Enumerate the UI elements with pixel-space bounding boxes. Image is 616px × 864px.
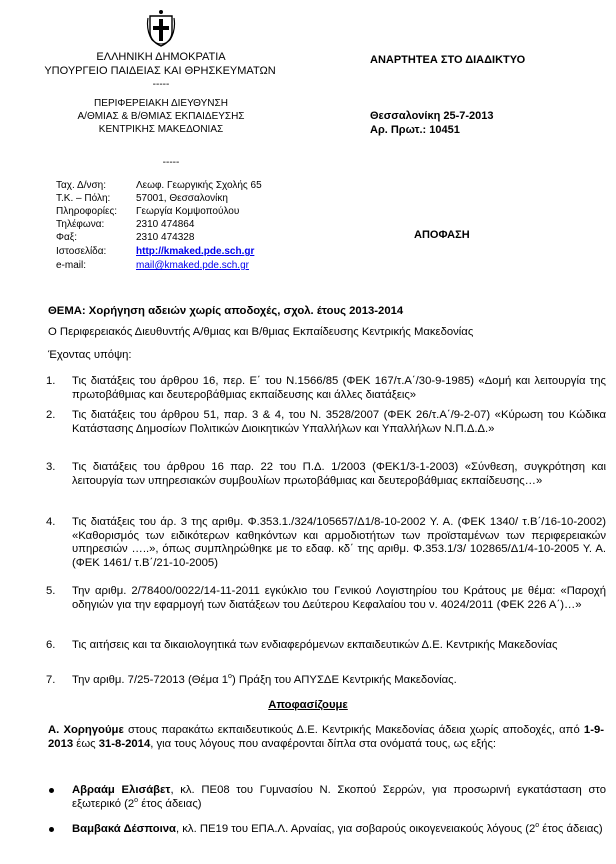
- republic-name: ΕΛΛΗΝΙΚΗ ΔΗΜΟΚΡΑΤΙΑ: [96, 51, 226, 63]
- teacher-detail: έτος άδειας): [539, 823, 603, 835]
- considering-heading: Έχοντας υπόψη:: [48, 349, 132, 361]
- directorate-line-1: ΠΕΡΙΦΕΡΕΙΑΚΗ ΔΙΕΥΘΥΝΣΗ: [94, 98, 228, 109]
- website-link[interactable]: http://kmaked.pde.sch.gr: [136, 246, 255, 257]
- item-number: 4.: [46, 516, 56, 528]
- item-text: Τις διατάξεις του άρθρου 16 παρ. 22 του Π.Δ. 1/2003 (ΦΕΚ1/3-1-2003) «Σύνθεση, συγκρότηση και λειτουργία των υπηρεσιακών συμβουλίων πρωτοβάθμιας και δευτεροβάθμιας εκπαίδευσης…»: [72, 461, 606, 487]
- teacher-entry: [72, 823, 606, 837]
- superscript: ο: [535, 822, 540, 830]
- grant-text: έως: [73, 737, 99, 750]
- date-from: 1-9-2013: [48, 724, 604, 750]
- grant-text: στους παρακάτω εκπαιδευτικούς Δ.Ε. Κεντρικής Μακεδονίας άδεια χωρίς αποδοχές, από: [123, 724, 584, 736]
- teacher-name: Βαμβακά Δέσποινα: [72, 823, 176, 835]
- superscript: ο: [228, 673, 232, 681]
- date-to: 31-8-2014: [98, 737, 151, 750]
- teacher-detail: έτος άδειας): [138, 797, 202, 810]
- director-line: Ο Περιφερειακός Διευθυντής Α/θμιας και Β/θμιας Εκπαίδευσης Κεντρικής Μακεδονίας: [48, 326, 474, 338]
- contact-label: Πληροφορίες:: [56, 206, 118, 217]
- directorate-line-2: Α/ΘΜΙΑΣ & Β/ΘΜΙΑΣ ΕΚΠΑΙΔΕΥΣΗΣ: [77, 111, 245, 122]
- separator-dashes: -----: [152, 79, 170, 90]
- contact-label: Φαξ:: [56, 232, 78, 243]
- item-text: Τις διατάξεις του άρθρου 51, παρ. 3 & 4, του Ν. 3528/2007 (ΦΕΚ 26/τ.Α΄/9-2-07) «Κύρωση του Κώδικα Κατάστασης Δημοσίων Πολιτικών Διοικητικών Υπαλλήλων και Υπαλλήλων Ν.Π.Δ.Δ.»: [72, 409, 606, 435]
- item-number: 2.: [46, 409, 56, 421]
- separator-dashes: -----: [162, 157, 180, 168]
- directorate-line-3: ΚΕΝΤΡΙΚΗΣ ΜΑΚΕΔΟΝΙΑΣ: [98, 124, 224, 135]
- item-text-part: Την αριθμ. 7/25-72013 (Θέμα 1: [72, 674, 229, 686]
- protocol-number: Αρ. Πρωτ.: 10451: [370, 124, 460, 136]
- item-text-part: ) Πράξη του ΑΠΥΣΔΕ Κεντρικής Μακεδονίας.: [231, 674, 457, 686]
- place-date: Θεσσαλονίκη 25-7-2013: [370, 110, 494, 122]
- teacher-name: Αβραάμ Ελισάβετ: [72, 784, 171, 796]
- grant-lead: Α. Χορηγούμε: [48, 724, 124, 736]
- contact-value: 2310 474864: [136, 219, 195, 230]
- item-text: [72, 674, 606, 688]
- teacher-detail: , κλ. ΠΕ08 του Γυμνασίου Ν. Σκοπού Σερρών, για προσωρινή εγκατάσταση στο εξωτερικό (2: [72, 784, 606, 810]
- item-text: Τις αιτήσεις και τα δικαιολογητικά των ενδιαφερόμενων εκπαιδευτικών Δ.Ε. Κεντρικής Μακεδονίας: [72, 639, 558, 651]
- ministry-name: ΥΠΟΥΡΓΕΙΟ ΠΑΙΔΕΙΑΣ ΚΑΙ ΘΡΗΣΚΕΥΜΑΤΩΝ: [44, 65, 276, 77]
- greek-coat-of-arms-icon: [146, 8, 176, 48]
- contact-label: e-mail:: [56, 260, 87, 271]
- bullet-icon: [49, 827, 54, 832]
- contact-label: Τηλέφωνα:: [56, 219, 105, 230]
- teacher-detail: , κλ. ΠΕ19 του ΕΠΑ.Λ. Αρναίας, για σοβαρούς οικογενειακούς λόγους (2: [176, 823, 536, 835]
- contact-label: Ταχ. Δ/νση:: [56, 180, 107, 191]
- contact-value: 57001, Θεσσαλονίκη: [136, 193, 228, 204]
- post-online-notice: ΑΝΑΡΤΗΤΕΑ ΣΤΟ ΔΙΑΔΙΚΤΥΟ: [370, 54, 526, 66]
- we-decide-heading: Αποφασίζουμε: [268, 699, 348, 711]
- bullet-icon: [49, 788, 54, 793]
- decision-heading: ΑΠΟΦΑΣΗ: [414, 229, 470, 241]
- contact-label: Τ.Κ. – Πόλη:: [56, 193, 111, 204]
- item-text: Τις διατάξεις του άρθρου 16, περ. Ε΄ του Ν.1566/85 (ΦΕΚ 167/τ.Α΄/30-9-1985) «Δομή και λειτουργία της πρωτοβάθμιας και δευτεροβάθμιας εκπαίδευσης και άλλες διατάξεις»: [72, 375, 606, 401]
- email-link[interactable]: mail@kmaked.pde.sch.gr: [136, 260, 249, 271]
- contact-value: 2310 474328: [136, 232, 195, 243]
- contact-value: Γεωργία Κομψοπούλου: [136, 206, 240, 217]
- item-number: 6.: [46, 639, 56, 651]
- item-number: 5.: [46, 585, 56, 597]
- superscript: ο: [134, 796, 139, 804]
- grant-text: , για τους λόγους που αναφέρονται δίπλα στα ονόματά τους, ως εξής:: [150, 737, 497, 750]
- item-number: 7.: [46, 674, 56, 686]
- grant-paragraph: [48, 724, 604, 751]
- teacher-entry: [72, 784, 606, 811]
- contact-value: Λεωφ. Γεωργικής Σχολής 65: [136, 180, 262, 191]
- item-text: Τις διατάξεις του άρ. 3 της αριθμ. Φ.353.1./324/105657/Δ1/8-10-2002 Υ. Α. (ΦΕΚ 1340/ τ.Β΄/16-10-2002) «Καθορισμός των ειδικότερων καθηκόντων και αρμοδιοτήτων των προϊσταμένων των περιφερειακών υπηρεσιών …..», όπως συμπληρώθηκε με το εδαφ. κδ΄ της αριθμ. Φ.353.1/3/ 102865/Δ1/4-10-2005 Υ. Α. (ΦΕΚ 1461/ τ.Β΄/21-10-2005): [72, 516, 606, 569]
- item-number: 1.: [46, 375, 56, 387]
- subject-line: ΘΕΜΑ: Χορήγηση αδειών χωρίς αποδοχές, σχολ. έτους 2013-2014: [48, 305, 404, 317]
- item-number: 3.: [46, 461, 56, 473]
- item-text: Την αριθμ. 2/78400/0022/14-11-2011 εγκύκλιο του Γενικού Λογιστηρίου του Κράτους με θέμα: «Παροχή οδηγιών για την εφαρμογή των διατάξεων του Δεύτερου Κεφαλαίου του ν. 4024/2011 (ΦΕΚ 226 Α΄)…»: [72, 585, 606, 611]
- contact-label: Ιστοσελίδα:: [56, 246, 107, 257]
